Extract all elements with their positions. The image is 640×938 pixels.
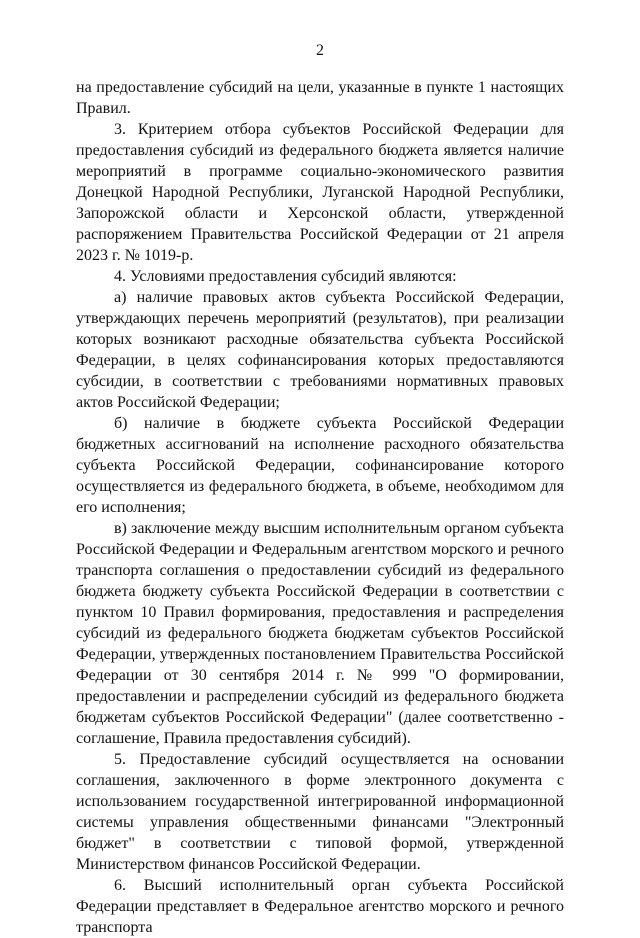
- paragraph-intro-continuation: на предоставление субсидий на цели, указанные в пункте 1 настоящих Правил.: [76, 79, 564, 117]
- paragraph-item-4: 4. Условиями предоставления субсидий являются:: [114, 268, 457, 285]
- paragraph-item-4c: в) заключение между высшим исполнительным органом субъекта Российской Федерации и Федеральным агентством морского и речного транспорта соглашения о предоставлении субсидий из федерального бюджета бюджету субъекта Российской Федерации в соответствии с пунктом 10 Правил формирования, предоставления и распределения субсидий из федерального бюджета бюджетам субъектов Российской Федерации, утвержденных постановлением Правительства Российской Федерации от 30 сентября 2014 г. № 999 "О формировании, предоставлении и распределении субсидий из федерального бюджета бюджетам субъектов Российской Федерации" (далее соответственно - соглашение, Правила предоставления субсидий).: [76, 520, 564, 747]
- paragraph-item-4b: б) наличие в бюджете субъекта Российской Федерации бюджетных ассигнований на исполнение расходного обязательства субъекта Российской Федерации, софинансирование которого осуществляется из федерального бюджета, в объеме, необходимом для его исполнения;: [76, 415, 564, 516]
- document-body: [76, 77, 564, 938]
- paragraph-item-5: 5. Предоставление субсидий осуществляется на основании соглашения, заключенного в форме электронного документа с использованием государственной интегрированной информационной системы управления общественными финансами "Электронный бюджет" в соответствии с типовой формой, утвержденной Министерством финансов Российской Федерации.: [76, 751, 564, 873]
- paragraph-item-3: 3. Критерием отбора субъектов Российской Федерации для предоставления субсидий из федерального бюджета является наличие мероприятий в программе социально-экономического развития Донецкой Народной Республики, Луганской Народной Республики, Запорожской области и Херсонской области, утвержденной распоряжением Правительства Российской Федерации от 21 апреля 2023 г. № 1019-р.: [76, 121, 564, 264]
- paragraph-item-6: 6. Высший исполнительный орган субъекта Российской Федерации представляет в Федеральное агентство морского и речного транспорта: [76, 877, 564, 936]
- paragraph-item-4a: а) наличие правовых актов субъекта Российской Федерации, утверждающих перечень мероприятий (результатов), при реализации которых возникают расходные обязательства субъекта Российской Федерации, в целях софинансирования которых предоставляются субсидии, в соответствии с требованиями нормативных правовых актов Российской Федерации;: [76, 289, 564, 411]
- page-number: 2: [316, 42, 324, 59]
